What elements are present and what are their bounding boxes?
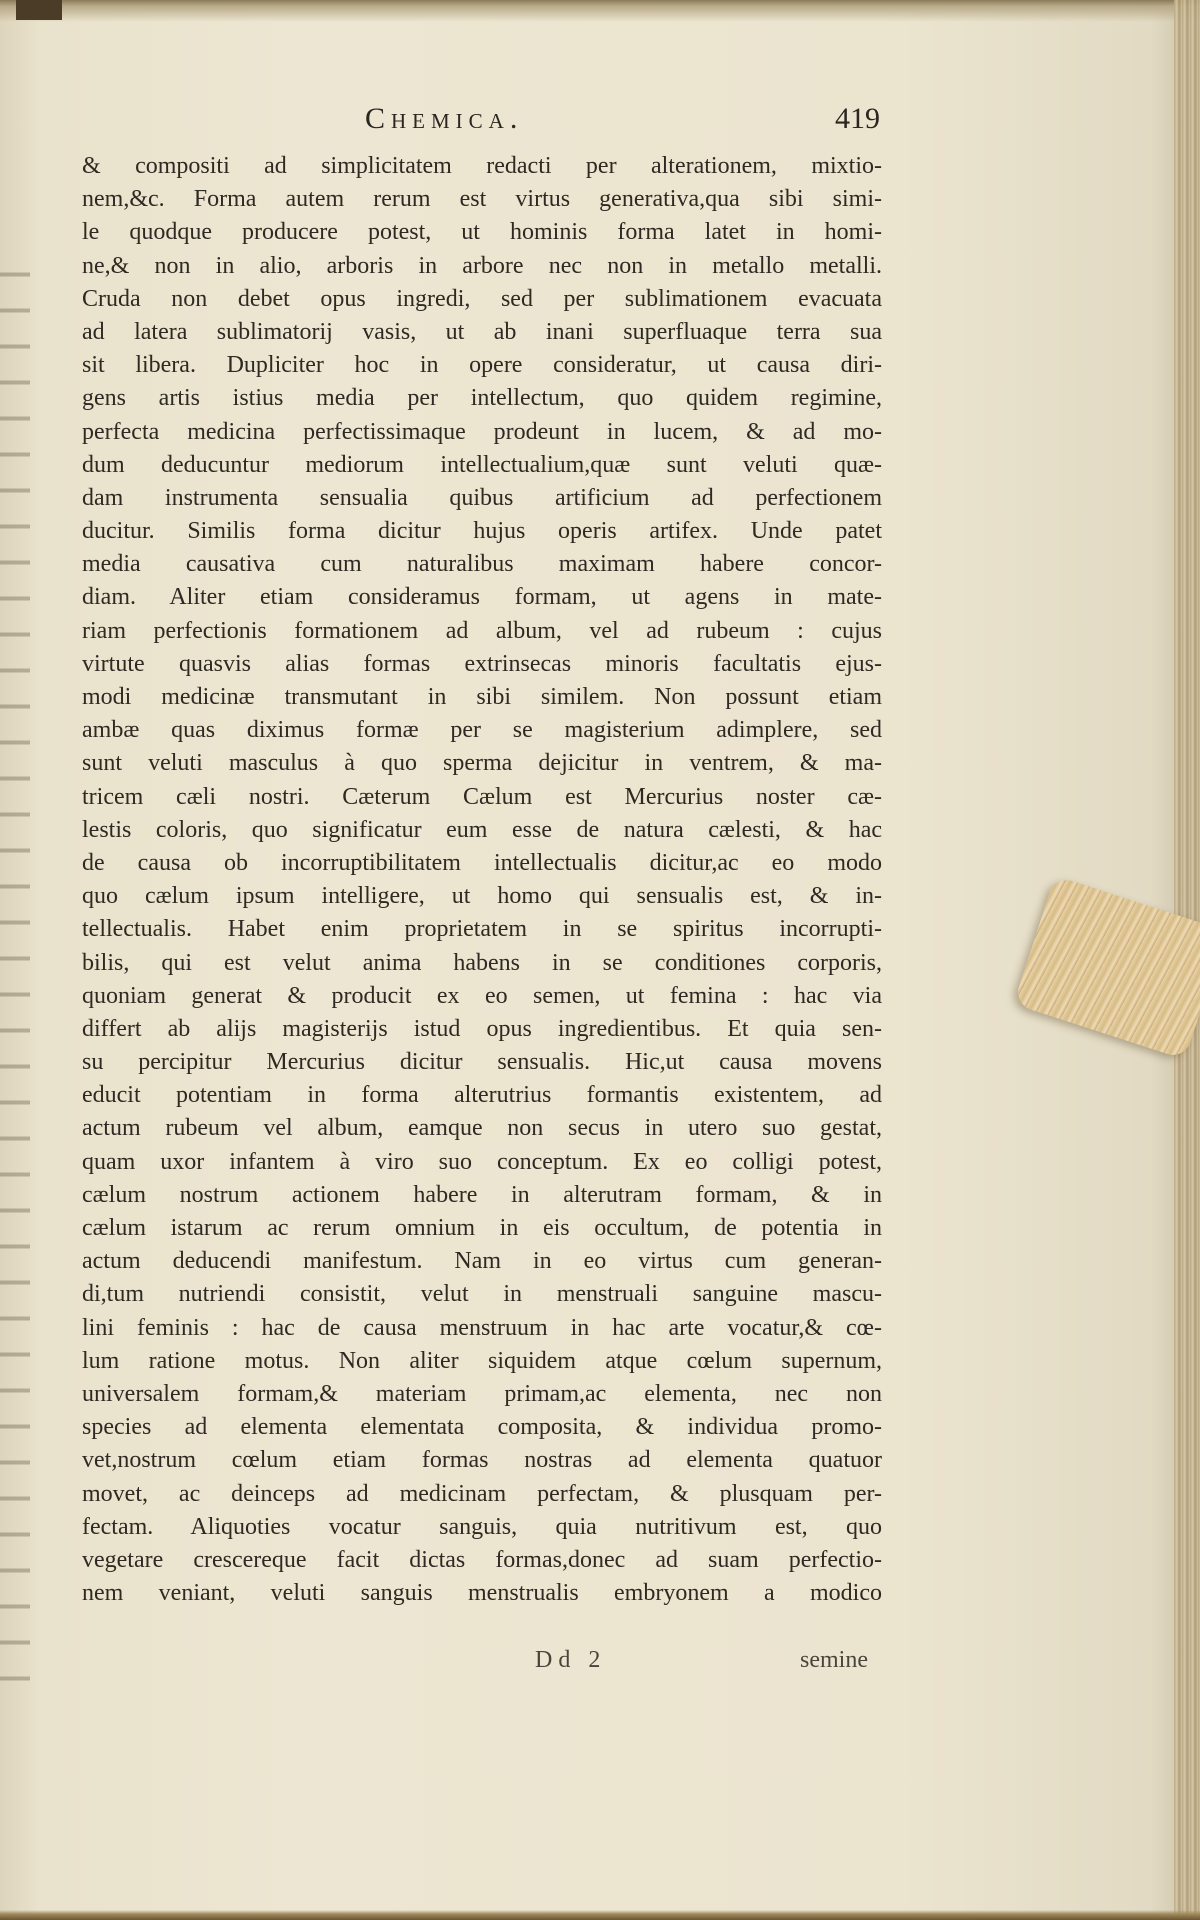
text-line: nem,&c. Forma autem rerum est virtus generativa,qua sibi simi- (82, 186, 882, 213)
text-line: cælum istarum ac rerum omnium in eis occultum, de potentia in (82, 1215, 882, 1241)
text-line: le quodque producere potest, ut hominis forma latet in homi- (82, 219, 882, 246)
text-line: lini feminis : hac de causa menstruum in hac arte vocatur,& cœ- (82, 1314, 882, 1341)
text-line: gens artis istius media per intellectum, quo quidem regimine, (82, 385, 882, 412)
text-line: nem veniant, veluti sanguis menstrualis embryonem a modico (82, 1580, 882, 1607)
text-line: & compositi ad simplicitatem redacti per alterationem, mixtio- (82, 153, 882, 179)
catchword: semine (800, 1647, 868, 1673)
text-line: media causativa cum naturalibus maximam habere concor- (82, 551, 882, 578)
text-line: movet, ac deinceps ad medicinam perfectam, & plusquam per- (82, 1480, 882, 1507)
wooden-page-clip (1014, 875, 1200, 1059)
text-line: actum deducendi manifestum. Nam in eo virtus cum generan- (82, 1248, 882, 1275)
text-line: bilis, qui est velut anima habens in se conditiones corporis, (82, 949, 882, 976)
left-margin-bleed-marks (0, 250, 30, 1700)
signature-mark: Dd 2 (535, 1647, 607, 1673)
text-line: dam instrumenta sensualia quibus artificium ad perfectionem (82, 484, 882, 511)
text-line: sunt veluti masculus à quo sperma dejicitur in ventrem, & ma- (82, 750, 882, 777)
text-line: ambæ quas diximus formæ per se magisterium adimplere, sed (82, 717, 882, 744)
text-line: modi medicinæ transmutant in sibi similem. Non possunt etiam (82, 684, 882, 710)
text-line: quoniam generat & producit ex eo semen, ut femina : hac via (82, 982, 882, 1009)
page-bottom-edge (0, 1910, 1200, 1920)
text-line: ad latera sublimatorij vasis, ut ab inani superfluaque terra sua (82, 318, 882, 345)
text-line: di,tum nutriendi consistit, velut in menstruali sanguine mascu- (82, 1281, 882, 1308)
text-line: tellectualis. Habet enim proprietatem in se spiritus incorrupti- (82, 916, 882, 943)
text-line: diam. Aliter etiam consideramus formam, ut agens in mate- (82, 584, 882, 611)
binding-tab (16, 0, 62, 20)
text-line: vet,nostrum cœlum etiam formas nostras ad elementa quatuor (82, 1447, 882, 1474)
text-line: quo cælum ipsum intelligere, ut homo qui sensualis est, & in- (82, 883, 882, 910)
text-line: lestis coloris, quo significatur eum esse de natura cælesti, & hac (82, 816, 882, 843)
text-line: Cruda non debet opus ingredi, sed per sublimationem evacuata (82, 285, 882, 312)
text-line: vegetare crescereque facit dictas formas,donec ad suam perfectio- (82, 1546, 882, 1573)
page-top-shadow (0, 0, 1200, 22)
text-line: su percipitur Mercurius dicitur sensualis. Hic,ut causa movens (82, 1049, 882, 1076)
text-line: sit libera. Dupliciter hoc in opere consideratur, ut causa diri- (82, 352, 882, 379)
page-number: 419 (835, 102, 880, 135)
text-line: lum ratione motus. Non aliter siquidem atque cœlum supernum, (82, 1347, 882, 1374)
text-line: actum rubeum vel album, eamque non secus in utero suo gestat, (82, 1115, 882, 1142)
text-line: virtute quasvis alias formas extrinsecas minoris facultatis ejus- (82, 650, 882, 677)
text-line: differt ab alijs magisterijs istud opus ingredientibus. Et quia sen- (82, 1015, 882, 1042)
text-line: quam uxor infantem à viro suo conceptum. Ex eo colligi potest, (82, 1148, 882, 1175)
running-title: Chemica. (365, 102, 524, 135)
text-line: cælum nostrum actionem habere in alterutram formam, & in (82, 1181, 882, 1208)
text-line: species ad elementa elementata composita, & individua promo- (82, 1414, 882, 1441)
text-line: universalem formam,& materiam primam,ac elementa, nec non (82, 1380, 882, 1407)
text-line: ne,& non in alio, arboris in arbore nec non in metallo metalli. (82, 252, 882, 279)
text-line: tricem cæli nostri. Cæterum Cælum est Mercurius noster cæ- (82, 783, 882, 810)
text-line: fectam. Aliquoties vocatur sanguis, quia nutritivum est, quo (82, 1513, 882, 1540)
text-line: de causa ob incorruptibilitatem intellectualis dicitur,ac eo modo (82, 849, 882, 876)
text-line: ducitur. Similis forma dicitur hujus operis artifex. Unde patet (82, 518, 882, 545)
text-line: educit potentiam in forma alterutrius formantis existentem, ad (82, 1082, 882, 1109)
text-line: dum deducuntur mediorum intellectualium,quæ sunt veluti quæ- (82, 451, 882, 478)
text-line: riam perfectionis formationem ad album, vel ad rubeum : cujus (82, 617, 882, 644)
page-header (80, 102, 880, 142)
body-text (82, 150, 882, 1610)
text-line: perfecta medicina perfectissimaque prodeunt in lucem, & ad mo- (82, 418, 882, 445)
